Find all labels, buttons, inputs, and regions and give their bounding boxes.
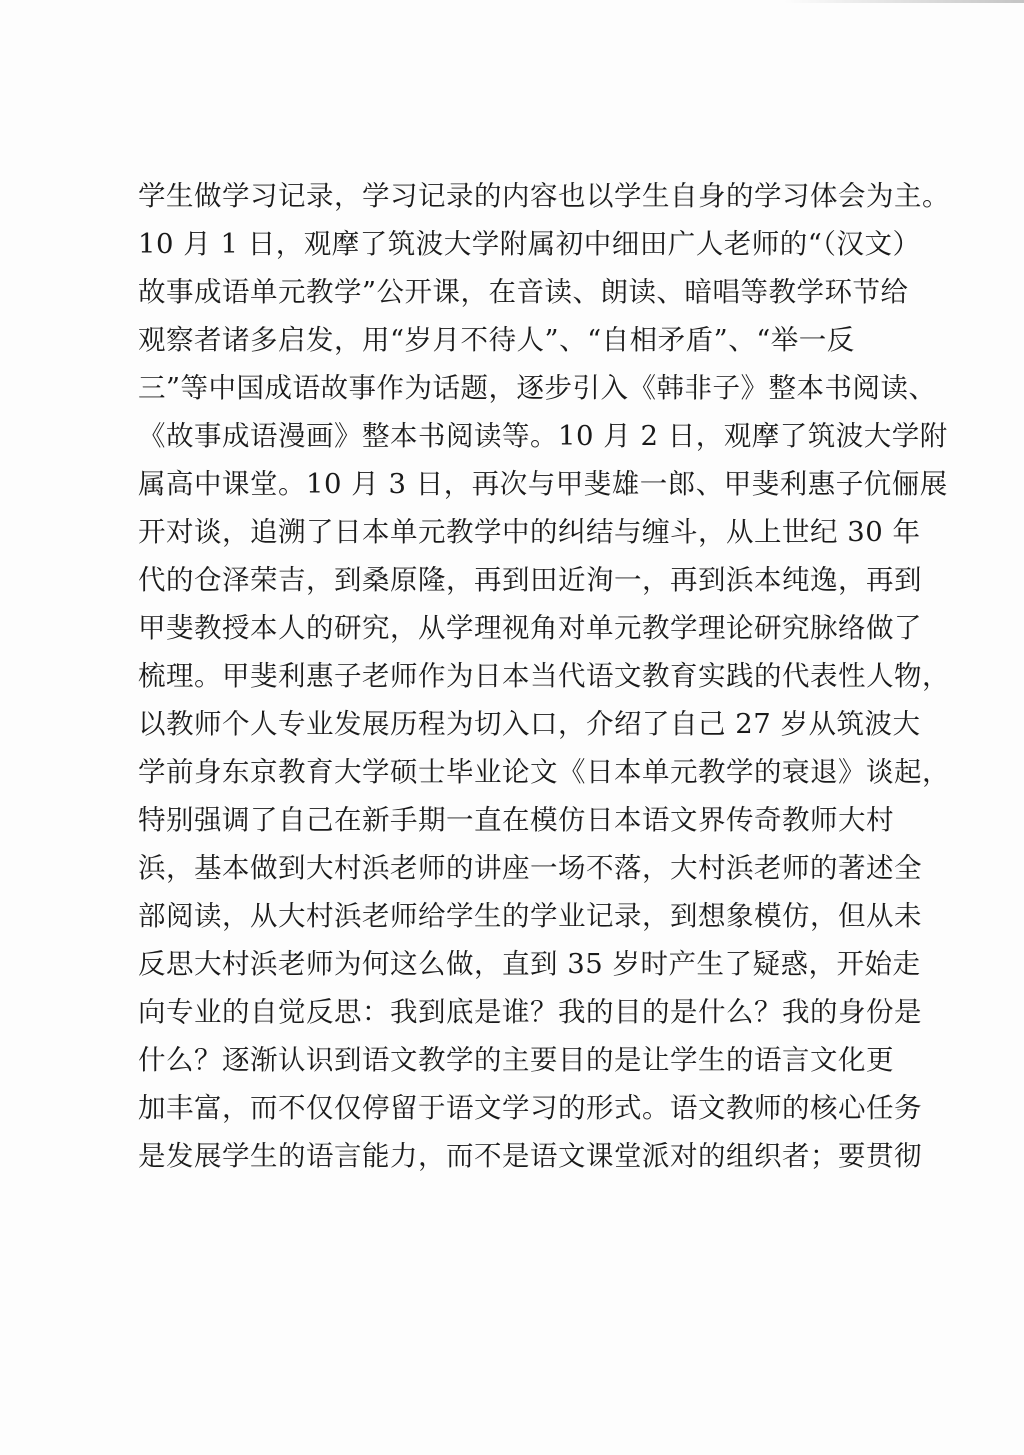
text-line: 加丰富，而不仅仅停留于语文学习的形式。语文教师的核心任务 [138,1092,922,1124]
text-line: 梳理。甲斐利惠子老师作为日本当代语文教育实践的代表性人物， [138,660,950,692]
text-line: 10 月 1 日，观摩了筑波大学附属初中细田广人老师的“（汉文） [138,228,921,260]
text-line: 是发展学生的语言能力，而不是语文课堂派对的组织者；要贯彻 [138,1140,922,1172]
text-line: 开对谈，追溯了日本单元教学中的纠结与缠斗，从上世纪 30 年 [138,516,921,548]
text-line: 三”等中国成语故事作为话题，逐步引入《韩非子》整本书阅读、 [138,372,937,404]
scan-edge-mark [784,0,1024,3]
body-text [138,172,950,1180]
text-line: 浜，基本做到大村浜老师的讲座一场不落，大村浜老师的著述全 [138,852,922,884]
text-line: 故事成语单元教学”公开课，在音读、朗读、暗唱等教学环节给 [138,276,909,308]
text-line: 以教师个人专业发展历程为切入口，介绍了自己 27 岁从筑波大 [138,708,921,740]
text-line: 什么？逐渐认识到语文教学的主要目的是让学生的语言文化更 [138,1044,894,1076]
text-line: 部阅读，从大村浜老师给学生的学业记录，到想象模仿，但从未 [138,900,922,932]
text-line: 特别强调了自己在新手期一直在模仿日本语文界传奇教师大村 [138,804,894,836]
text-line: 《故事成语漫画》整本书阅读等。10 月 2 日，观摩了筑波大学附 [138,420,948,452]
text-line: 观察者诸多启发，用“岁月不待人”、“自相矛盾”、“举一反 [138,324,855,356]
text-line: 反思大村浜老师为何这么做，直到 35 岁时产生了疑惑，开始走 [138,948,921,980]
text-line: 代的仓泽荣吉，到桑原隆，再到田近洵一，再到浜本纯逸，再到 [138,564,922,596]
text-line: 向专业的自觉反思：我到底是谁？我的目的是什么？我的身份是 [138,996,922,1028]
text-line: 属高中课堂。10 月 3 日，再次与甲斐雄一郎、甲斐利惠子伉俪展 [138,468,948,500]
text-line: 甲斐教授本人的研究，从学理视角对单元教学理论研究脉络做了 [138,612,922,644]
text-line: 学前身东京教育大学硕士毕业论文《日本单元教学的衰退》谈起， [138,756,950,788]
text-line: 学生做学习记录，学习记录的内容也以学生自身的学习体会为主。 [138,180,950,212]
